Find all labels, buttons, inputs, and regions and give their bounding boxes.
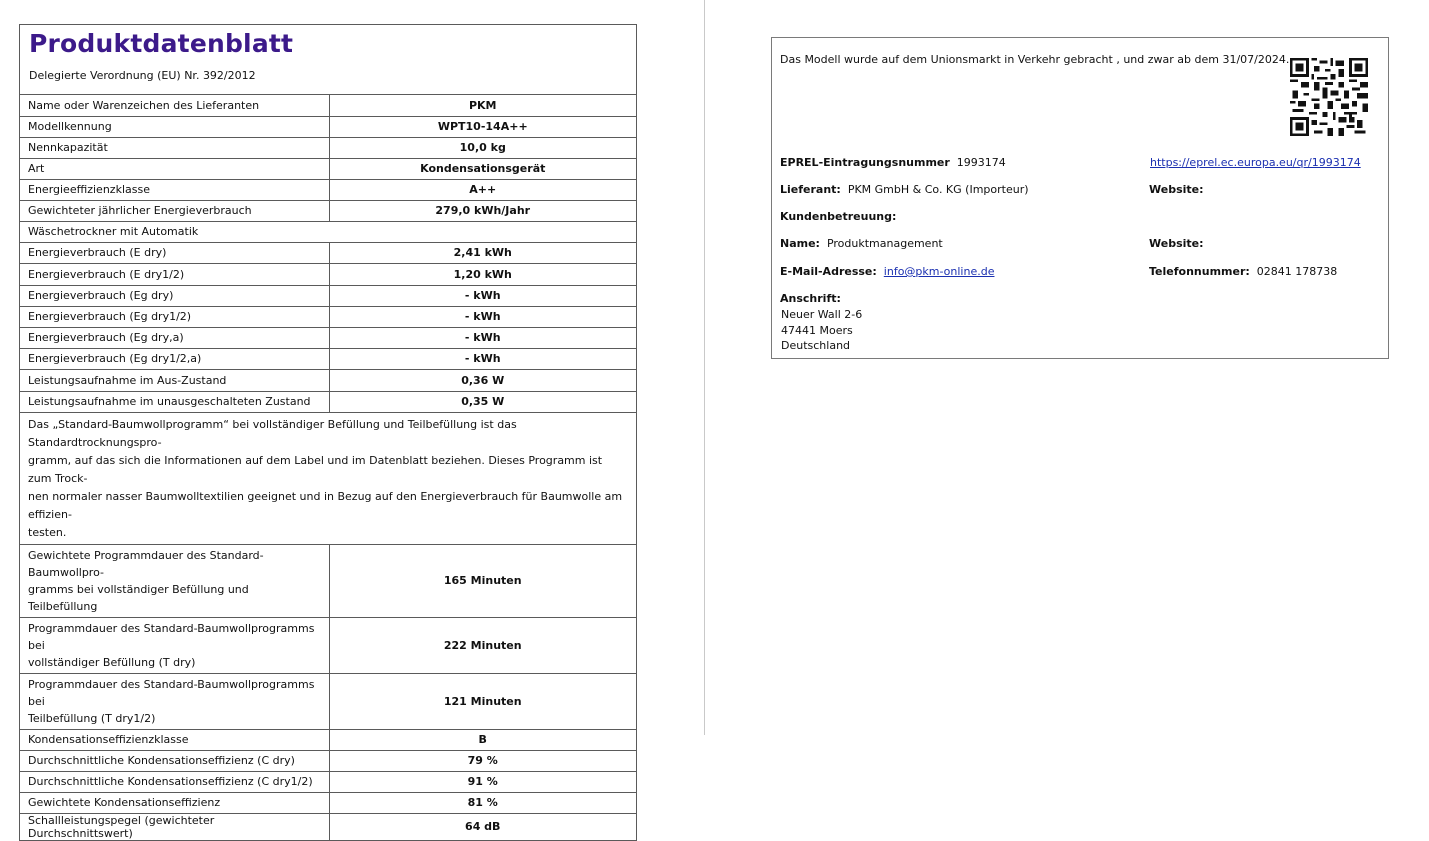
table-row (20, 179, 636, 200)
eprel-link[interactable]: https://eprel.ec.europa.eu/qr/1993174 (1150, 156, 1361, 169)
row-label (20, 544, 329, 617)
sheet-title: Produktdatenblatt (29, 29, 294, 58)
row-label: Kondensationseffizienzklasse (20, 729, 329, 750)
eprel-label: EPREL-Eintragungsnummer (780, 156, 950, 169)
email-label: E-Mail-Adresse: (780, 265, 877, 278)
row-label: Durchschnittliche Kondensationseffizienz (C dry1/2) (20, 771, 329, 792)
row-label-line: Gewichtete Programmdauer des Standard-Baumwollpro- (28, 548, 264, 579)
phone-label: Telefonnummer: (1149, 265, 1250, 278)
qr-code-icon[interactable] (1290, 58, 1368, 136)
note-line: Das „Standard-Baumwollprogramm“ bei vollständiger Befüllung und Teilbefüllung ist das Standardtrocknungspro- (28, 417, 517, 449)
table-row (20, 158, 636, 179)
row-label: Modellkennung (20, 116, 329, 137)
table-row (20, 544, 636, 617)
row-value: PKM (329, 95, 636, 116)
row-value: - kWh (329, 327, 636, 348)
row-value: - kWh (329, 306, 636, 327)
contact-name-line (780, 237, 943, 251)
page-divider (704, 0, 705, 735)
row-label: Leistungsaufnahme im Aus-Zustand (20, 369, 329, 391)
address-block (781, 307, 862, 354)
standard-program-note (20, 412, 636, 544)
sheet-header (20, 25, 636, 95)
name-label: Name: (780, 237, 820, 250)
eprel-number-line (780, 156, 1006, 170)
section-row (20, 221, 636, 242)
address-line: Deutschland (781, 339, 851, 352)
table-row (20, 813, 636, 840)
row-value: 81 % (329, 792, 636, 813)
table-row (20, 391, 636, 412)
row-label: Leistungsaufnahme im unausgeschalteten Zustand (20, 391, 329, 412)
product-data-sheet (19, 24, 637, 841)
table-row (20, 792, 636, 813)
table-row (20, 116, 636, 137)
row-label: Energieverbrauch (Eg dry1/2,a) (20, 348, 329, 369)
row-label: Energieverbrauch (E dry) (20, 242, 329, 263)
note-line: nen normaler nasser Baumwolltextilien geeignet und in Bezug auf den Energieverbrauch für Baumwolle am effizien- (28, 489, 623, 521)
row-value: B (329, 729, 636, 750)
table-row (20, 750, 636, 771)
website-label: Website: (1149, 183, 1204, 196)
row-value: 222 Minuten (329, 617, 636, 673)
row-label-line: Teilbefüllung (T dry1/2) (28, 711, 156, 725)
table-row (20, 137, 636, 158)
row-value: 0,36 W (329, 369, 636, 391)
table-row (20, 327, 636, 348)
row-value: 165 Minuten (329, 544, 636, 617)
row-label-line: Programmdauer des Standard-Baumwollprogramms bei (28, 677, 315, 708)
row-label (20, 617, 329, 673)
row-label: Energieverbrauch (Eg dry1/2) (20, 306, 329, 327)
table-row (20, 617, 636, 673)
row-label-line: gramms bei vollständiger Befüllung und Teilbefüllung (28, 582, 249, 613)
row-label: Energieeffizienzklasse (20, 179, 329, 200)
spec-table (20, 95, 636, 841)
row-label: Schallleistungspegel (gewichteter Durchschnittswert) (20, 813, 329, 840)
supplier-label: Lieferant: (780, 183, 841, 196)
address-label: Anschrift: (780, 292, 841, 305)
row-value: 279,0 kWh/Jahr (329, 200, 636, 221)
website-label-service: Website: (1149, 237, 1204, 250)
row-label-line: vollständiger Befüllung (T dry) (28, 655, 196, 669)
phone-line (1149, 265, 1337, 279)
table-row (20, 95, 636, 116)
row-label: Art (20, 158, 329, 179)
row-value: - kWh (329, 348, 636, 369)
row-value: - kWh (329, 285, 636, 306)
note-line: testen. (28, 525, 67, 539)
row-value: 64 dB (329, 813, 636, 840)
note-line: gramm, auf das sich die Informationen auf dem Label und im Datenblatt beziehen. Dieses Programm ist zum Trock- (28, 453, 603, 485)
name-value: Produktmanagement (826, 237, 943, 250)
table-row (20, 369, 636, 391)
table-row (20, 673, 636, 729)
market-date-text: Das Modell wurde auf dem Unionsmarkt in Verkehr gebracht , und zwar ab dem 31/07/2024. (780, 53, 1290, 66)
section-automatik: Wäschetrockner mit Automatik (20, 221, 636, 242)
row-value: 91 % (329, 771, 636, 792)
row-label: Energieverbrauch (E dry1/2) (20, 263, 329, 285)
table-row (20, 263, 636, 285)
table-row (20, 285, 636, 306)
customer-service-label: Kundenbetreuung: (780, 210, 897, 223)
row-label: Gewichtete Kondensationseffizienz (20, 792, 329, 813)
table-row (20, 306, 636, 327)
row-value: A++ (329, 179, 636, 200)
row-label: Energieverbrauch (Eg dry,a) (20, 327, 329, 348)
row-value: WPT10-14A++ (329, 116, 636, 137)
table-row (20, 729, 636, 750)
row-value: 79 % (329, 750, 636, 771)
row-label: Gewichteter jährlicher Energieverbrauch (20, 200, 329, 221)
table-row (20, 771, 636, 792)
row-label (20, 673, 329, 729)
row-value: Kondensationsgerät (329, 158, 636, 179)
row-value: 0,35 W (329, 391, 636, 412)
address-line: 47441 Moers (781, 323, 853, 337)
supplier-line (780, 183, 1029, 197)
row-value: 2,41 kWh (329, 242, 636, 263)
eprel-info-panel (771, 37, 1389, 359)
address-line: Neuer Wall 2-6 (781, 308, 863, 321)
row-label: Durchschnittliche Kondensationseffizienz (C dry) (20, 750, 329, 771)
row-label: Energieverbrauch (Eg dry) (20, 285, 329, 306)
row-value: 10,0 kg (329, 137, 636, 158)
row-label: Name oder Warenzeichen des Lieferanten (20, 95, 329, 116)
row-label: Nennkapazität (20, 137, 329, 158)
row-value: 121 Minuten (329, 673, 636, 729)
supplier-value: PKM GmbH & Co. KG (Importeur) (847, 183, 1029, 196)
eprel-number: 1993174 (956, 156, 1006, 169)
phone-value: 02841 178738 (1256, 265, 1338, 278)
row-label-line: Programmdauer des Standard-Baumwollprogramms bei (28, 621, 315, 652)
table-row (20, 242, 636, 263)
email-line (780, 265, 994, 279)
paragraph-row (20, 412, 636, 544)
email-link[interactable]: info@pkm-online.de (883, 265, 995, 278)
sheet-subtitle: Delegierte Verordnung (EU) Nr. 392/2012 (29, 69, 256, 82)
table-row (20, 348, 636, 369)
table-row (20, 200, 636, 221)
row-value: 1,20 kWh (329, 263, 636, 285)
